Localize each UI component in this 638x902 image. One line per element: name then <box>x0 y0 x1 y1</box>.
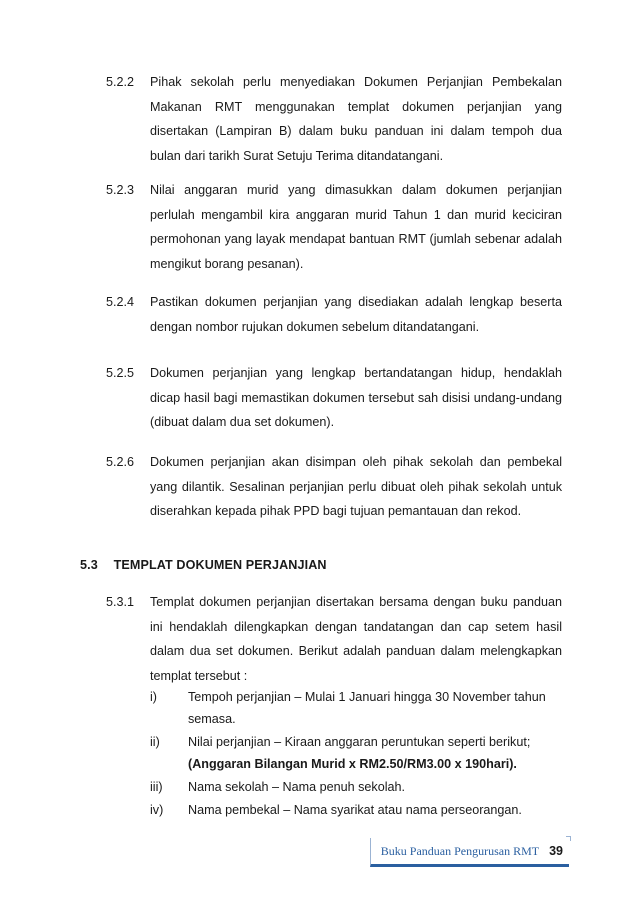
section-number: 5.3 <box>80 558 98 572</box>
clause-5-2-6 <box>106 450 562 524</box>
subitem-marker: iii) <box>150 780 163 794</box>
subitem-ii <box>150 731 562 775</box>
subitem-marker: i) <box>150 690 157 704</box>
subitem-iv <box>150 799 562 821</box>
subitem-text: Tempoh perjanjian – Mulai 1 Januari hingga 30 November tahun semasa. <box>188 690 546 726</box>
clause-number: 5.2.6 <box>106 455 135 469</box>
subitem-text: Nama sekolah – Nama penuh sekolah. <box>188 780 406 794</box>
clause-5-2-2 <box>106 70 562 168</box>
clause-5-2-4 <box>106 290 562 339</box>
subitem-marker: ii) <box>150 735 160 749</box>
clause-5-2-5 <box>106 361 562 435</box>
section-heading <box>80 558 327 572</box>
subitem-formula: (Anggaran Bilangan Murid x RM2.50/RM3.00 x 190hari). <box>188 757 517 771</box>
clause-text: Dokumen perjanjian yang lengkap bertandatangan hidup, hendaklah dicap hasil bagi memastikan dokumen tersebut sah disisi undang-undang (dibuat dalam dua set dokumen). <box>150 366 562 429</box>
page-footer <box>370 838 569 867</box>
subitem-text: Nama pembekal – Nama syarikat atau nama perseorangan. <box>188 803 522 817</box>
footer-title: Buku Panduan Pengurusan RMT <box>380 843 540 858</box>
clause-number: 5.2.5 <box>106 366 135 380</box>
clause-number: 5.2.2 <box>106 75 135 89</box>
clause-text: Dokumen perjanjian akan disimpan oleh pihak sekolah dan pembekal yang dilantik. Sesalinan perjanjian perlu dibuat oleh pihak sekolah untuk diserahkan kepada pihak PPD bagi tujuan pemantauan dan rekod. <box>150 455 562 518</box>
section-title: TEMPLAT DOKUMEN PERJANJIAN <box>113 558 327 572</box>
subitem-marker: iv) <box>150 803 164 817</box>
clause-5-2-3 <box>106 178 562 276</box>
subitem-iii <box>150 776 562 798</box>
clause-text: Pihak sekolah perlu menyediakan Dokumen Perjanjian Pembekalan Makanan RMT menggunakan templat dokumen perjanjian yang disertakan (Lampiran B) dalam buku panduan ini dalam tempoh dua bulan dari tarikh Surat Setuju Terima ditandatangani. <box>150 75 562 163</box>
clause-text: Templat dokumen perjanjian disertakan bersama dengan buku panduan ini hendaklah dilengkapkan dengan tandatangan dan cap setem hasil dalam dua set dokumen. Berikut adalah panduan dalam melengkapkan templat tersebut : <box>150 595 562 683</box>
subitem-i <box>150 686 562 730</box>
page-number: 39 <box>549 844 563 858</box>
clause-number: 5.3.1 <box>106 595 135 609</box>
subitem-text: Nilai perjanjian – Kiraan anggaran peruntukan seperti berikut; <box>188 735 531 749</box>
clause-number: 5.2.3 <box>106 183 135 197</box>
clause-5-3-1 <box>106 590 562 688</box>
footer-corner-mark <box>566 836 571 841</box>
clause-text: Nilai anggaran murid yang dimasukkan dalam dokumen perjanjian perlulah mengambil kira anggaran murid Tahun 1 dan murid keciciran permohonan yang layak mendapat bantuan RMT (jumlah sebenar adalah mengikut borang pesanan). <box>150 183 562 271</box>
clause-number: 5.2.4 <box>106 295 135 309</box>
clause-text: Pastikan dokumen perjanjian yang disediakan adalah lengkap beserta dengan nombor rujukan dokumen sebelum ditandatangani. <box>150 295 562 334</box>
